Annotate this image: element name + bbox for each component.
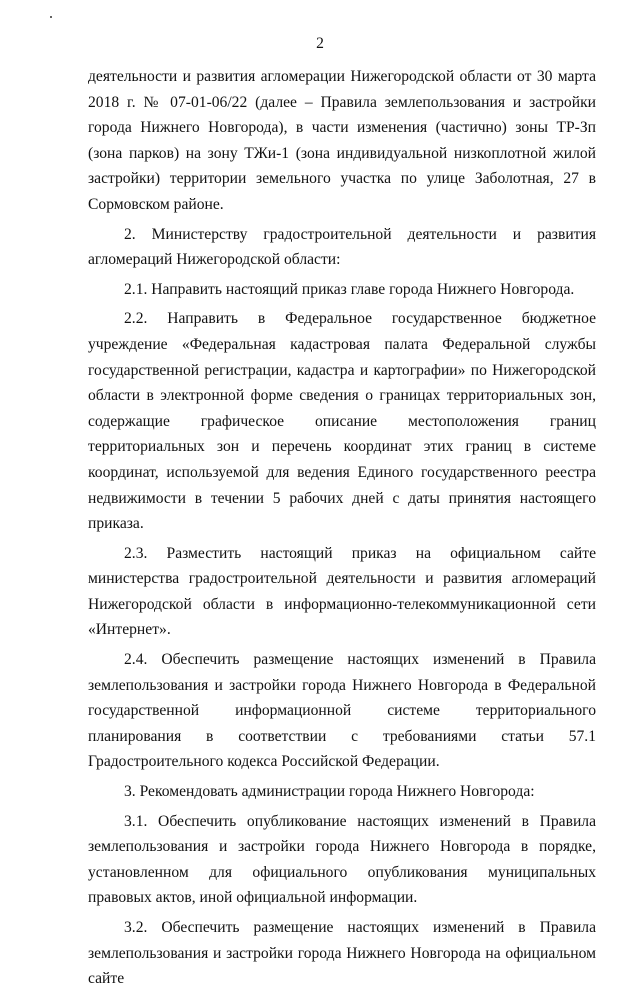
document-body (88, 64, 596, 992)
paragraph-item-2-3: 2.3. Разместить настоящий приказ на официальном сайте министерства градостроительной деятельности и развития агломераций Нижегородской области в информационно-телекоммуникационной сети «Интернет». (88, 544, 596, 639)
paragraph-item-3: 3. Рекомендовать администрации города Нижнего Новгорода: (124, 783, 535, 801)
paragraph-item-2-1: 2.1. Направить настоящий приказ главе города Нижнего Новгорода. (124, 280, 575, 298)
paragraph-continuation: деятельности и развития агломерации Нижегородской области от 30 марта 2018 г. № 07-01-06/22 (далее – Правила землепользования и застройки города Нижнего Новгорода), в части изменения (частично) зоны ТР-Зп (зона парков) на зону ТЖи-1 (зона индивидуальной низкоплотной жилой застройки) территории земельного участка по улице Заболотная, 27 в Сормовском районе. (88, 68, 596, 213)
page-number: 2 (316, 35, 324, 52)
scan-speck (50, 16, 52, 18)
paragraph-item-2: 2. Министерству градостроительной деятельности и развития агломераций Нижегородской области: (88, 225, 596, 269)
paragraph-item-2-4: 2.4. Обеспечить размещение настоящих изменений в Правила землепользования и застройки города Нижнего Новгорода в Федеральной государственной информационной системе территориального планирования в соответствии с требованиями статьи 57.1 Градостроительного кодекса Российской Федерации. (88, 651, 596, 771)
paragraph-item-3-1: 3.1. Обеспечить опубликование настоящих изменений в Правила землепользования и застройки города Нижнего Новгорода в порядке, установленном для официального опубликования муниципальных правовых актов, иной официальной информации. (88, 812, 596, 907)
paragraph-item-2-2: 2.2. Направить в Федеральное государственное бюджетное учреждение «Федеральная кадастровая палата Федеральной службы государственной регистрации, кадастра и картографии» по Нижегородской области в электронной форме сведения о границах территориальных зон, содержащие графическое описание местоположения границ территориальных зон и перечень координат этих границ в системе координат, используемой для ведения Единого государственного реестра недвижимости в течении 5 рабочих дней с даты принятия настоящего приказа. (88, 310, 596, 533)
paragraph-item-3-2: 3.2. Обеспечить размещение настоящих изменений в Правила землепользования и застройки города Нижнего Новгорода на официальном сайте (88, 919, 596, 988)
